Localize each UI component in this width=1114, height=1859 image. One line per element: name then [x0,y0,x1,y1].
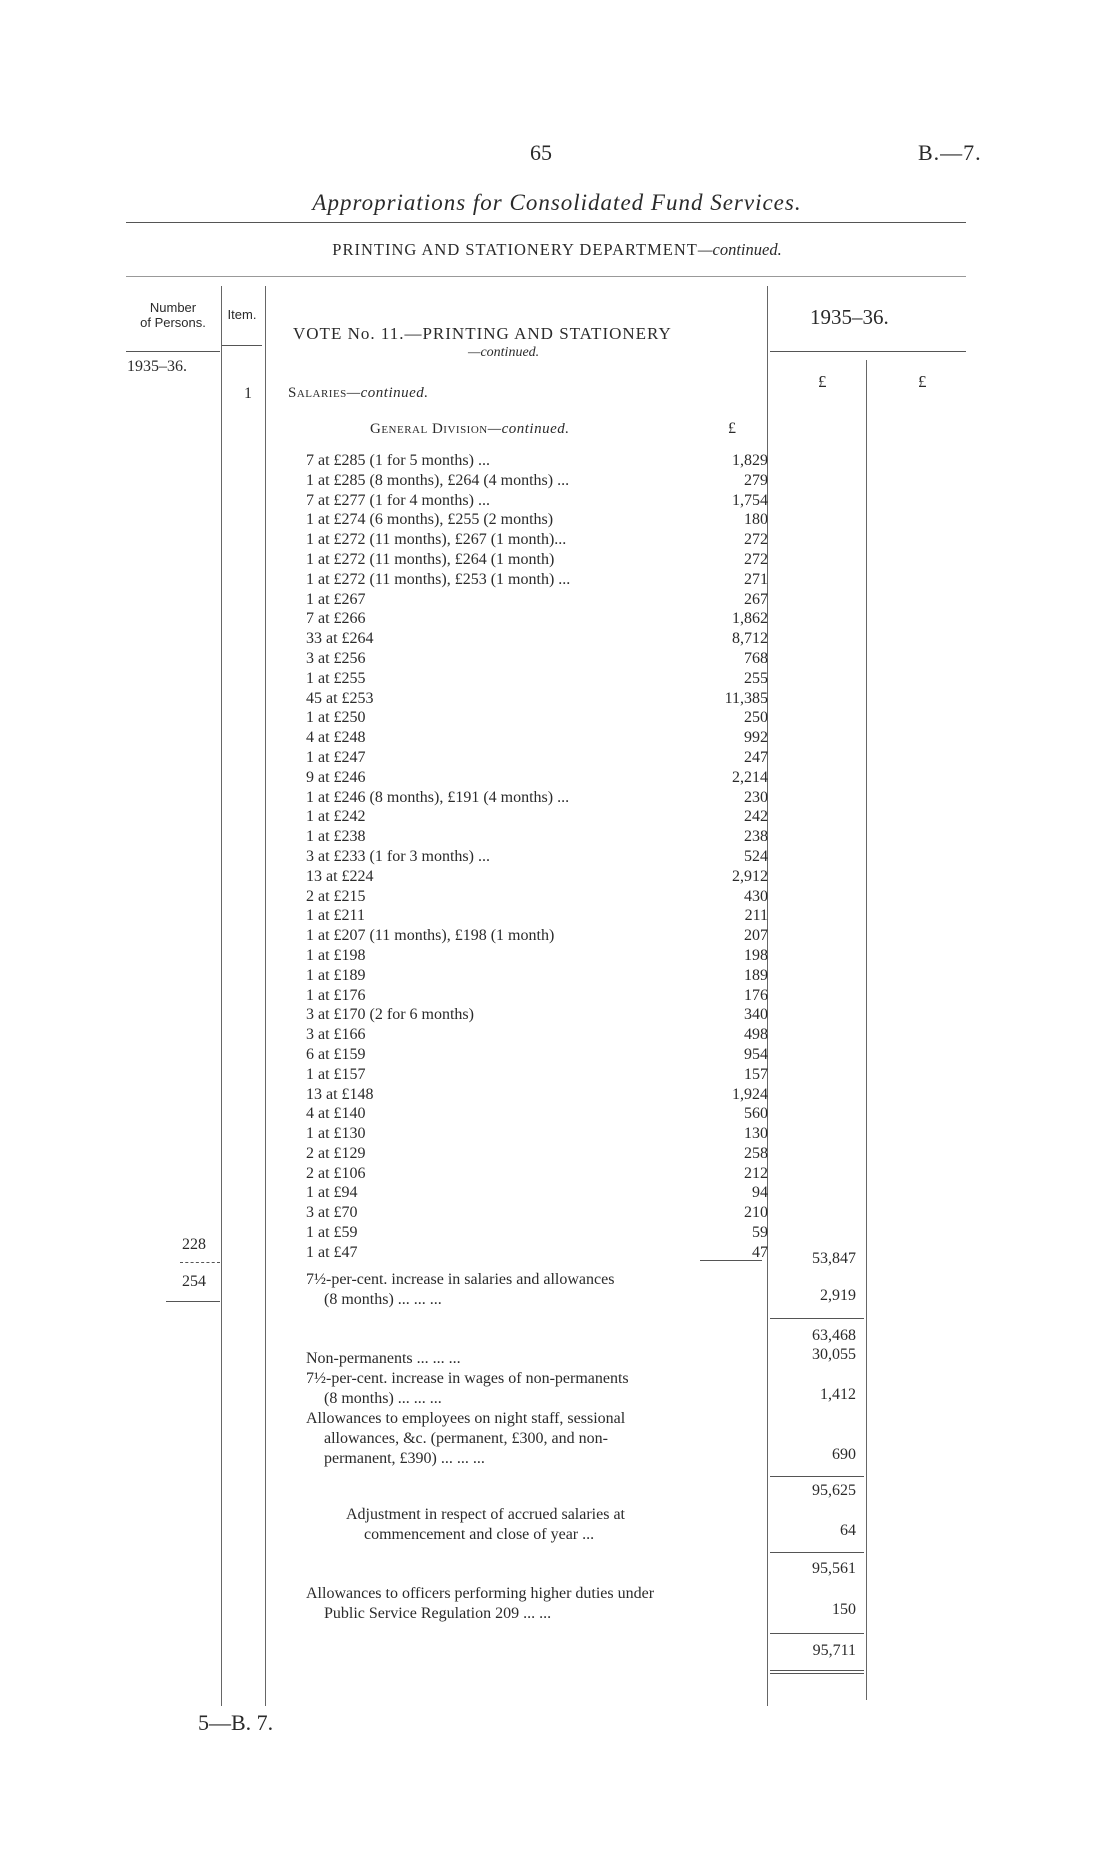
salary-row-label: 33 at £264 [306,630,374,648]
salary-row-value: 271 [744,570,768,588]
salary-increase-value: 2,919 [820,1287,856,1304]
salary-row [306,906,776,926]
grand-total-double-rule-2 [770,1673,864,1674]
persons-column-header [126,300,220,330]
salary-row-label: 1 at £130 [306,1125,366,1143]
salary-row-value: 250 [744,709,768,727]
salary-row-value: 59 [752,1224,768,1242]
salary-row-value: 279 [744,471,768,489]
salary-row-label: 1 at £255 [306,669,366,687]
salary-row [306,590,776,610]
salary-row [306,867,776,887]
salary-row-value: 1,829 [732,452,768,469]
salary-row-value: 212 [744,1164,768,1182]
salary-row-label: 3 at £170 (2 for 6 months) [306,1006,474,1024]
nonperm-increase-value: 1,412 [820,1386,856,1403]
salary-row-label: 1 at £242 [306,808,366,826]
salaries-label: Salaries [288,385,347,401]
salary-row-value: 560 [744,1105,768,1123]
adjustment-line1: Adjustment in respect of accrued salaries at [346,1506,625,1523]
salary-row-label: 45 at £253 [306,689,374,707]
salary-row-label: 3 at £256 [306,649,366,667]
night-staff-line2: allowances, &c. (permanent, £300, and non- [324,1430,608,1447]
salary-row-label: 7 at £285 (1 for 5 months) ... [306,452,490,469]
salary-row [306,1223,776,1243]
salary-row-value: 498 [744,1026,768,1044]
footer-code: 5—B. 7. [198,1710,274,1735]
document-reference: B.—7. [918,140,982,165]
salary-row-label: 1 at £272 (11 months), £267 (1 month)... [306,531,567,549]
salary-row-label: 1 at £176 [306,986,366,1004]
persons-header-line1: Number [149,300,197,315]
salary-row-label: 13 at £148 [306,1085,374,1103]
salary-row-value: 768 [744,649,768,667]
subtotal-4: 95,561 [812,1560,856,1577]
salary-row-label: 2 at £129 [306,1144,366,1162]
salary-row [306,788,776,808]
salary-row-label: 1 at £274 (6 months), £255 (2 months) [306,511,554,529]
salary-row-value: 47 [752,1243,768,1261]
salary-row [306,728,776,748]
salary-row-value: 267 [744,590,768,608]
persons-subtotal-rule [180,1262,220,1263]
pound-column-a: £ [818,372,827,391]
salary-row-value: 180 [744,511,768,529]
salary-row-value: 1,924 [732,1085,768,1103]
salary-row-label: 1 at £198 [306,946,366,964]
salary-row [306,1085,776,1105]
adjustment-line2: commencement and close of year ... [364,1526,595,1543]
salary-row-value: 242 [744,808,768,826]
vote-title: VOTE No. 11.—PRINTING AND STATIONERY [293,324,672,343]
salary-row-label: 9 at £246 [306,768,366,786]
item-column-header: Item. [227,307,257,322]
salary-row-label: 7 at £266 [306,610,366,628]
department-name: PRINTING AND STATIONERY DEPARTMENT [332,240,698,259]
subtotal-3-rule [770,1476,864,1477]
salaries-subtotal: 53,847 [812,1250,856,1267]
salary-row-label: 1 at £272 (11 months), £264 (1 month) [306,550,555,568]
salary-row-label: 7 at £277 (1 for 4 months) ... [306,491,490,509]
page-heading: Appropriations for Consolidated Fund Services. [312,190,802,215]
salary-column-rule [700,1260,762,1261]
salary-row [306,986,776,1006]
salary-row-label: 1 at £47 [306,1243,358,1261]
salary-row [306,1065,776,1085]
salary-row-value: 992 [744,729,768,747]
night-staff-line1: Allowances to employees on night staff, sessional [306,1410,626,1427]
higher-duties-value: 150 [832,1601,856,1618]
salary-row-value: 954 [744,1045,768,1063]
nonperm-increase-line2: (8 months) ... ... ... [324,1390,442,1407]
grand-total-double-rule [770,1670,864,1671]
salary-row-value: 255 [744,669,768,687]
vote-continued: —continued. [468,345,540,360]
salary-row-label: 4 at £140 [306,1105,366,1123]
night-staff-line3: permanent, £390) ... ... ... [324,1450,485,1467]
salary-row [306,1164,776,1184]
adjustment-value: 64 [840,1522,856,1539]
salary-row-label: 1 at £272 (11 months), £253 (1 month) ... [306,570,571,588]
item-number: 1 [244,385,252,402]
salary-row-value: 189 [744,966,768,984]
salary-increase-line2: (8 months) ... ... ... [324,1291,442,1308]
salary-row [306,926,776,946]
salary-row [306,629,776,649]
salary-row [306,550,776,570]
salary-row [306,649,776,669]
pound-sub-column: £ [728,420,736,437]
salaries-suffix: —continued. [346,385,429,401]
department-suffix: —continued. [697,240,782,259]
salary-row [306,1144,776,1164]
persons-total-rule [166,1301,220,1302]
higher-duties-line2: Public Service Regulation 209 ... ... [324,1605,552,1622]
salary-row-value: 11,385 [724,689,768,707]
salary-row [306,530,776,550]
salary-row-label: 3 at £70 [306,1204,358,1222]
salary-row-label: 1 at £267 [306,590,366,608]
general-division-heading [370,421,570,438]
salary-row-value: 210 [744,1204,768,1222]
salary-row-value: 247 [744,748,768,766]
general-division-suffix: —continued. [487,421,570,437]
salary-row-label: 1 at £247 [306,748,366,766]
salary-row-label: 1 at £189 [306,966,366,984]
grand-total: 95,711 [812,1642,856,1659]
salary-row [306,827,776,847]
salary-row [306,609,776,629]
salary-row-value: 272 [744,550,768,568]
subtotal-3: 95,625 [812,1482,856,1499]
salary-row [306,1203,776,1223]
salary-row-value: 430 [744,887,768,905]
salary-row-value: 1,862 [732,610,768,628]
salary-row-label: 1 at £207 (11 months), £198 (1 month) [306,927,555,945]
salary-row-value: 8,712 [732,630,768,648]
salary-row-label: 1 at £246 (8 months), £191 (4 months) ... [306,788,570,806]
salary-row-label: 1 at £94 [306,1184,358,1202]
salary-row-label: 2 at £215 [306,887,366,905]
heading-rule [126,222,966,223]
table-top-rule [126,276,966,277]
persons-year: 1935–36. [127,358,187,375]
salary-row-value: 94 [752,1184,768,1202]
subtotal-2: 63,468 [812,1327,856,1344]
salaries-heading [288,385,429,402]
salary-row [306,946,776,966]
salary-row [306,708,776,728]
nonperm-increase-line1: 7½-per-cent. increase in wages of non-permanents [306,1370,629,1387]
salary-row-value: 230 [744,788,768,806]
department-title [0,240,1114,260]
salary-row-label: 1 at £238 [306,828,366,846]
salary-row-value: 340 [744,1006,768,1024]
persons-header-rule [126,351,220,352]
grand-total-rule [770,1633,864,1634]
salary-row-label: 1 at £157 [306,1065,366,1083]
page-number: 65 [530,140,552,165]
salary-row [306,966,776,986]
salary-row-value: 272 [744,531,768,549]
salary-row-value: 2,214 [732,768,768,786]
salary-row-label: 2 at £106 [306,1164,366,1182]
item-description-divider [265,286,266,1706]
salary-row [306,887,776,907]
salary-row [306,689,776,709]
amount-columns-divider [866,360,867,1700]
salary-row-label: 1 at £211 [306,907,365,925]
pound-column-b: £ [918,372,927,391]
salary-row-value: 238 [744,828,768,846]
salary-row-value: 176 [744,986,768,1004]
salary-row-value: 198 [744,946,768,964]
night-staff-value: 690 [832,1446,856,1463]
salary-row-value: 207 [744,927,768,945]
salary-row [306,768,776,788]
salary-row-value: 157 [744,1065,768,1083]
salary-row-value: 211 [744,907,768,925]
salary-rows [306,451,776,1263]
subtotal-4-rule [770,1552,864,1553]
salary-row [306,1124,776,1144]
salary-row-value: 1,754 [732,491,768,509]
salary-row [306,1025,776,1045]
salary-row [306,451,776,471]
higher-duties-line1: Allowances to officers performing higher duties under [306,1585,655,1602]
general-division-label: General Division [370,421,488,437]
salary-row-label: 4 at £248 [306,729,366,747]
salary-row-label: 13 at £224 [306,867,374,885]
salary-row-value: 130 [744,1125,768,1143]
salary-row-label: 3 at £233 (1 for 3 months) ... [306,847,490,865]
nonperm-label: Non-permanents ... ... ... [306,1350,461,1367]
salary-row-value: 258 [744,1144,768,1162]
salary-row [306,1045,776,1065]
salary-row [306,669,776,689]
year-header-rule [770,351,966,352]
salary-row [306,1104,776,1124]
salary-row [306,471,776,491]
salary-row-label: 1 at £285 (8 months), £264 (4 months) ... [306,471,570,489]
salary-increase-line1: 7½-per-cent. increase in salaries and allowances [306,1271,615,1288]
salary-row-label: 1 at £59 [306,1224,358,1242]
salary-row-value: 524 [744,847,768,865]
salary-row [306,847,776,867]
persons-header-line2: of Persons. [140,315,206,330]
subtotal-2-rule [770,1318,864,1319]
salary-row-value: 2,912 [732,867,768,885]
salary-row [306,748,776,768]
salary-row [306,510,776,530]
persons-item-divider [221,286,222,1706]
salary-row-label: 6 at £159 [306,1045,366,1063]
persons-total: 254 [182,1273,206,1290]
salary-row [306,570,776,590]
salary-row [306,491,776,511]
salary-row [306,1183,776,1203]
persons-subtotal: 228 [182,1236,206,1253]
salary-row [306,807,776,827]
nonperm-value: 30,055 [812,1346,856,1363]
year-column-header: 1935–36. [810,305,889,329]
salary-row-label: 3 at £166 [306,1026,366,1044]
salary-row [306,1005,776,1025]
salary-row-label: 1 at £250 [306,709,366,727]
item-header-rule [222,345,262,346]
